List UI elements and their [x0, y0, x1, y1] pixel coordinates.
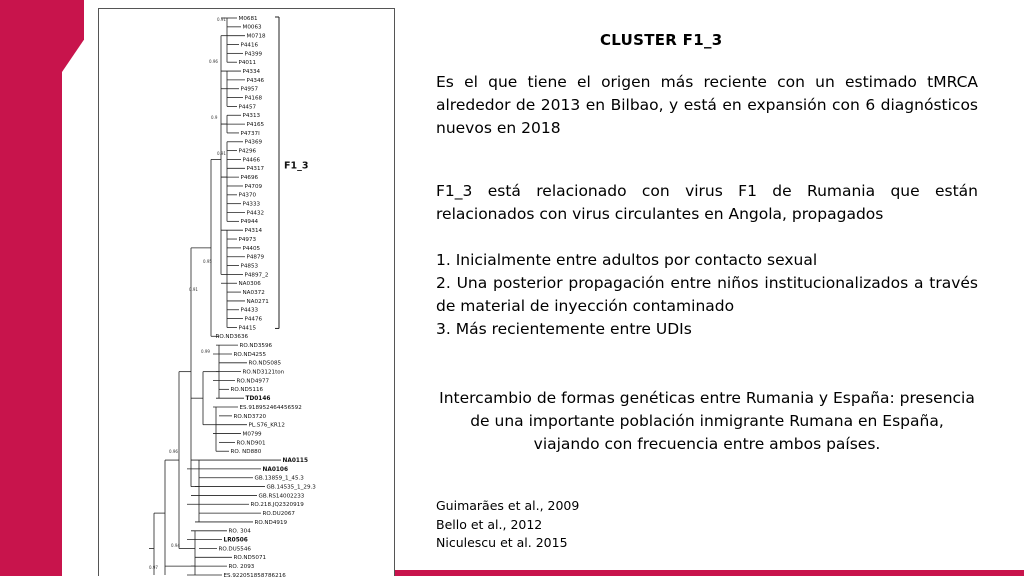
bootstrap-value: 0.91 [217, 151, 226, 156]
tree-leaf-label: P4957 [240, 86, 259, 93]
tree-leaf-label: P4415 [238, 325, 257, 332]
cluster-label: F1_3 [284, 160, 309, 172]
tree-leaf-label: RO. 304 [228, 528, 251, 535]
tree-leaf-label: ES.918952464456592 [239, 404, 302, 411]
bootstrap-value: 0.97 [149, 565, 158, 570]
tree-leaf-label: P4399 [244, 51, 263, 58]
tree-leaf-label: RO.ND3596 [239, 343, 273, 350]
bootstrap-value: 0.9 [211, 115, 218, 120]
list-item: 2. Una posterior propagación entre niños institucionalizados a través de material de inyección contaminado [436, 274, 978, 315]
tree-leaf-label: P4370 [238, 192, 257, 199]
tree-leaf-label: RO. 2093 [228, 564, 255, 571]
tree-leaf-label: RO.ND3121ton [242, 369, 285, 376]
tree-leaf-label: M0063 [242, 24, 262, 31]
tree-leaf-label: GB.14535_1_29.3 [266, 484, 316, 491]
tree-leaf-label: NA0271 [246, 298, 269, 305]
tree-leaf-label: P4853 [240, 263, 259, 270]
bootstrap-value: 0.96 [209, 59, 218, 64]
tree-leaf-label: RO.ND3636 [215, 334, 249, 341]
tree-leaf-label: RO.ND3720 [233, 413, 267, 420]
phylogenetic-tree [98, 8, 395, 576]
tree-leaf-label: P4011 [238, 60, 257, 67]
tree-leaf-label: P4709 [244, 183, 263, 190]
tree-leaf-label: RO.ND901 [236, 440, 266, 447]
tree-leaf-label: P4405 [242, 245, 261, 252]
tree-leaf-label: RO.ND4919 [254, 519, 288, 526]
tree-leaf-label: P4466 [242, 157, 261, 164]
tree-leaf-label: RO.ND5116 [230, 387, 264, 394]
tree-leaf-label: P4165 [246, 121, 265, 128]
tree-leaf-label: M0718 [246, 33, 266, 40]
tree-leaf-label: P4897_2 [244, 272, 269, 279]
accent-chevron [62, 0, 84, 72]
tree-leaf-label: GB.13859_1_45.3 [254, 475, 304, 482]
tree-leaf-label: GB.RS14002233 [258, 493, 305, 500]
tree-leaf-label: P4476 [244, 316, 263, 323]
slide-title: CLUSTER F1_3 [600, 31, 723, 49]
tree-leaf-label: P4879 [246, 254, 265, 261]
tree-leaf-label: NA0106 [262, 466, 288, 473]
tree-leaf-label: NA0306 [238, 281, 261, 288]
tree-leaf-label: P4346 [246, 77, 265, 84]
reference-item: Guimarães et al., 2009 [436, 498, 580, 513]
tree-leaf-label: P4334 [242, 68, 261, 75]
list-item: 1. Inicialmente entre adultos por contacto sexual [436, 251, 818, 269]
paragraph-relation: F1_3 está relacionado con virus F1 de Rumania que están relacionados con virus circulantes en Angola, propagados [436, 182, 978, 223]
paragraph-exchange: Intercambio de formas genéticas entre Rumania y España: presencia de una importante población inmigrante Rumana en España, viajando con frecuencia entre ambos países. [439, 389, 975, 453]
tree-leaf-label: RO.DU2067 [262, 511, 295, 518]
bootstrap-value: 0.99 [201, 349, 210, 354]
tree-leaf-label: P4296 [238, 148, 257, 155]
accent-left-band [0, 0, 62, 576]
tree-leaf-label: TD0146 [245, 396, 271, 403]
tree-leaf-label: RO.ND4255 [233, 351, 267, 358]
tree-leaf-label: P4944 [240, 219, 259, 226]
tree-leaf-label: P4369 [244, 139, 263, 146]
list-item: 3. Más recientemente entre UDIs [436, 320, 692, 338]
tree-leaf-label: P4313 [242, 113, 261, 120]
tree-leaf-label: P4457 [238, 104, 257, 111]
tree-leaf-label: P4737I [240, 130, 260, 137]
tree-leaf-label: P4433 [240, 307, 259, 314]
tree-leaf-label: P4416 [240, 42, 259, 49]
tree-leaf-label: P4314 [244, 228, 263, 235]
tree-leaf-label: RO.DU5546 [218, 546, 251, 553]
tree-leaf-label: ES.922051858786216 [223, 572, 286, 577]
tree-leaf-label: NA0372 [242, 289, 265, 296]
bootstrap-value: 0.96 [169, 449, 178, 454]
tree-leaf-label: P4696 [240, 175, 259, 182]
spread-list [436, 249, 978, 341]
tree-leaf-label: LR0506 [223, 537, 248, 544]
accent-bottom-band [395, 570, 1024, 576]
tree-leaf-label: P4432 [246, 210, 265, 217]
phylogenetic-tree-svg [99, 9, 396, 577]
tree-leaf-label: RO.218.JQ2320919 [250, 502, 304, 509]
tree-leaf-label: PL.S76_KR12 [248, 422, 285, 429]
reference-item: Bello et al., 2012 [436, 516, 543, 532]
tree-leaf-label: NA0115 [282, 457, 308, 464]
tree-leaf-label: P4317 [246, 166, 265, 173]
bootstrap-value: 0.91 [217, 17, 226, 22]
tree-leaf-label: M0799 [242, 431, 262, 438]
paragraph-origin: Es el que tiene el origen más reciente con un estimado tMRCA alrededor de 2013 en Bilbao, y está en expansión con 6 diagnósticos nuevos en 2018 [436, 73, 978, 137]
bootstrap-value: 0.91 [189, 287, 198, 292]
reference-item: Niculescu et al. 2015 [436, 535, 568, 550]
tree-leaf-label: M0681 [238, 15, 258, 22]
tree-leaf-label: P4168 [244, 95, 263, 102]
tree-leaf-label: P4333 [242, 201, 261, 208]
tree-leaf-label: RO. ND880 [230, 449, 262, 456]
tree-leaf-label: RO.ND5085 [248, 360, 282, 367]
references [436, 497, 579, 553]
bootstrap-value: 0.94 [171, 543, 180, 548]
tree-leaf-label: RO.ND4977 [236, 378, 270, 385]
tree-leaf-label: P4973 [238, 236, 257, 243]
tree-leaf-label: RO.ND5071 [233, 555, 267, 562]
bootstrap-value: 0.95 [203, 259, 212, 264]
